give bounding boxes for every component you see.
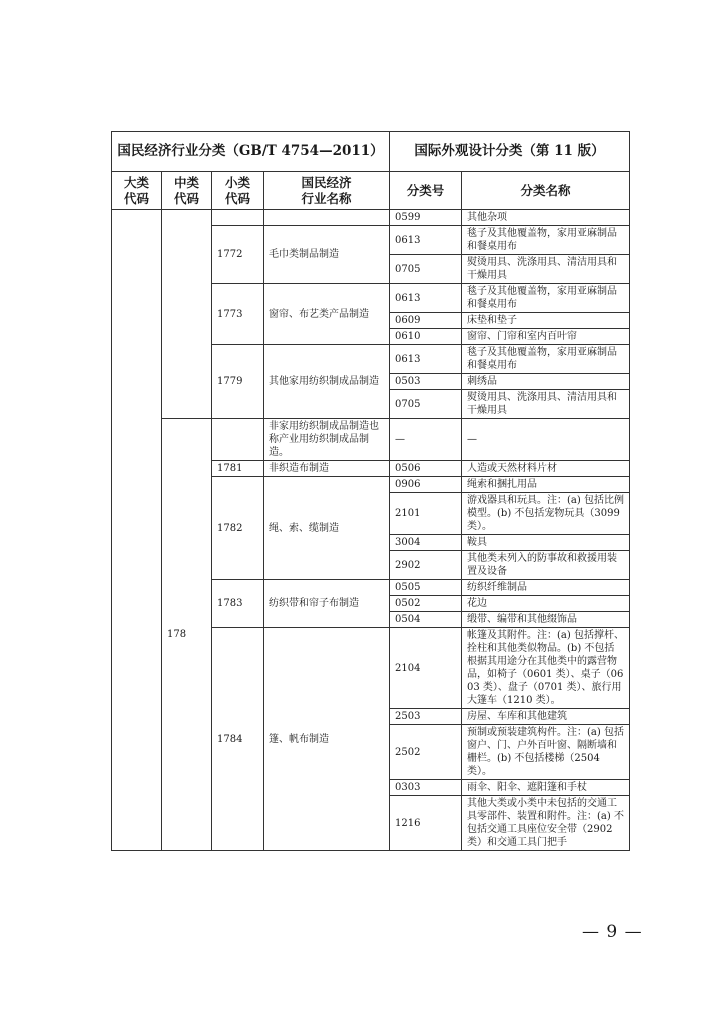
class-name-cell: 雨伞、阳伞、遮阳篷和手杖	[462, 780, 630, 796]
minor-code-cell: 1781	[212, 461, 264, 477]
class-name-cell: 其他杂项	[462, 210, 630, 226]
class-code-cell: 1216	[390, 796, 462, 851]
class-name-cell: 花边	[462, 596, 630, 612]
class-code-cell: 0610	[390, 329, 462, 345]
class-name-cell: 纺织纤维制品	[462, 580, 630, 596]
class-code-cell: 0502	[390, 596, 462, 612]
class-name-cell: 绳索和捆扎用品	[462, 477, 630, 493]
class-name-cell: 熨烫用具、洗涤用具、清洁用具和干燥用具	[462, 255, 630, 284]
class-code-cell: 0906	[390, 477, 462, 493]
major-code-header: 大类 代码	[112, 172, 162, 210]
class-name-cell: 窗帘、门帘和室内百叶帘	[462, 329, 630, 345]
minor-code-cell: 1773	[212, 284, 264, 345]
class-name-header: 分类名称	[462, 172, 630, 210]
title-row	[112, 132, 630, 172]
class-name-cell: 游戏器具和玩具。注：(a) 包括比例模型。(b) 不包括宠物玩具（3099 类）。	[462, 493, 630, 535]
major-code-cell	[112, 210, 162, 851]
minor-code-cell	[212, 210, 264, 226]
industry-name-cell: 毛巾类制品制造	[264, 226, 390, 284]
class-code-cell: 0705	[390, 390, 462, 419]
class-code-cell: 2104	[390, 628, 462, 709]
class-code-cell: 0503	[390, 374, 462, 390]
class-code-cell: 0613	[390, 284, 462, 313]
class-name-cell: 其他类未列入的防事故和救援用装置及设备	[462, 551, 630, 580]
class-name-cell: 鞍具	[462, 535, 630, 551]
industry-name-header: 国民经济 行业名称	[264, 172, 390, 210]
class-code-cell: 0613	[390, 226, 462, 255]
mid-code-cell	[162, 210, 212, 419]
mid-code-cell: 178	[162, 419, 212, 851]
class-code-header: 分类号	[390, 172, 462, 210]
industry-name-cell: 绳、索、缆制造	[264, 477, 390, 580]
class-code-cell: 0303	[390, 780, 462, 796]
minor-code-cell: 1783	[212, 580, 264, 628]
table-row	[112, 419, 630, 461]
class-name-cell: 床垫和垫子	[462, 313, 630, 329]
class-code-cell: 0705	[390, 255, 462, 284]
class-code-cell: 0504	[390, 612, 462, 628]
class-name-cell: 刺绣品	[462, 374, 630, 390]
industry-name-cell: 窗帘、布艺类产品制造	[264, 284, 390, 345]
industry-name-cell: 其他家用纺织制成品制造	[264, 345, 390, 419]
class-name-cell: 其他大类或小类中未包括的交通工具零部件、装置和附件。注：(a) 不包括交通工具座位安全带（2902 类）和交通工具门把手	[462, 796, 630, 851]
minor-code-cell: 1772	[212, 226, 264, 284]
class-code-cell: 2902	[390, 551, 462, 580]
class-code-cell: 0613	[390, 345, 462, 374]
mid-code-header: 中类 代码	[162, 172, 212, 210]
class-code-cell: 0505	[390, 580, 462, 596]
industry-name-cell	[264, 210, 390, 226]
class-code-cell: 2503	[390, 709, 462, 725]
industry-name-cell: 纺织带和帘子布制造	[264, 580, 390, 628]
table-row	[112, 210, 630, 226]
class-name-cell: —	[462, 419, 630, 461]
industry-name-cell: 篷、帆布制造	[264, 628, 390, 851]
class-name-cell: 人造或天然材料片材	[462, 461, 630, 477]
industry-classification-title: 国民经济行业分类（GB/T 4754—2011）	[112, 132, 390, 172]
header-row	[112, 172, 630, 210]
class-code-cell: —	[390, 419, 462, 461]
class-code-cell: 0599	[390, 210, 462, 226]
minor-code-cell: 1782	[212, 477, 264, 580]
class-name-cell: 毯子及其他覆盖物，家用亚麻制品和餐桌用布	[462, 345, 630, 374]
industry-name-cell: 非家用纺织制成品制造也称产业用纺织制成品制造。	[264, 419, 390, 461]
industry-name-cell: 非织造布制造	[264, 461, 390, 477]
class-name-cell: 毯子及其他覆盖物，家用亚麻制品和餐桌用布	[462, 284, 630, 313]
design-classification-title: 国际外观设计分类（第 11 版）	[390, 132, 630, 172]
page-number: — 9 —	[582, 922, 643, 942]
minor-code-header: 小类 代码	[212, 172, 264, 210]
minor-code-cell	[212, 419, 264, 461]
class-code-cell: 0609	[390, 313, 462, 329]
class-name-cell: 房屋、车库和其他建筑	[462, 709, 630, 725]
minor-code-cell: 1779	[212, 345, 264, 419]
classification-table	[111, 131, 630, 851]
class-code-cell: 0506	[390, 461, 462, 477]
class-name-cell: 预制或预装建筑构件。注：(a) 包括窗户、门、户外百叶窗、隔断墙和栅栏。(b) 不包括楼梯（2504 类）。	[462, 725, 630, 780]
class-code-cell: 2502	[390, 725, 462, 780]
class-code-cell: 3004	[390, 535, 462, 551]
class-code-cell: 2101	[390, 493, 462, 535]
class-name-cell: 帐篷及其附件。注：(a) 包括撑杆、拴柱和其他类似物品。(b) 不包括根据其用途分在其他类中的露营物品，如椅子（0601 类）、桌子（0603 类）、盘子（0701 类）、旅行用大篷车（1210 类）。	[462, 628, 630, 709]
class-name-cell: 熨烫用具、洗涤用具、清洁用具和干燥用具	[462, 390, 630, 419]
class-name-cell: 缎带、编带和其他缀饰品	[462, 612, 630, 628]
class-name-cell: 毯子及其他覆盖物，家用亚麻制品和餐桌用布	[462, 226, 630, 255]
minor-code-cell: 1784	[212, 628, 264, 851]
